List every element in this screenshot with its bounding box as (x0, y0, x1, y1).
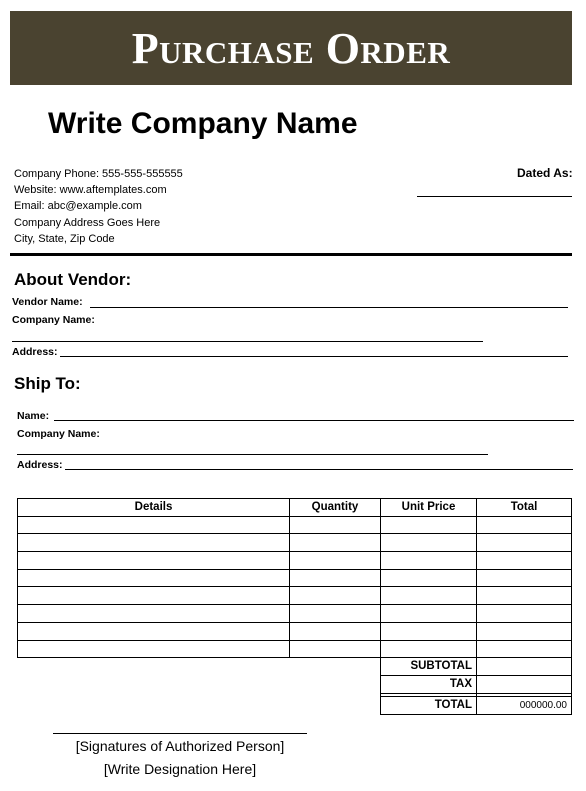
dated-field[interactable] (417, 196, 572, 197)
ship-address-field[interactable] (65, 469, 573, 470)
title-banner (10, 11, 572, 85)
vendor-company-label: Company Name: (12, 314, 95, 326)
signature-line[interactable] (53, 733, 307, 734)
ship-to-heading: Ship To: (14, 374, 81, 393)
column-header-unit-price: Unit Price (381, 499, 477, 517)
table-cell[interactable] (381, 534, 477, 552)
table-cell[interactable] (477, 552, 572, 570)
company-info (14, 166, 183, 247)
vendor-address-field[interactable] (60, 356, 568, 357)
table-cell[interactable] (290, 640, 381, 658)
table-cell[interactable] (381, 516, 477, 534)
table-cell[interactable] (290, 516, 381, 534)
vendor-address-label: Address: (12, 346, 58, 358)
table-cell[interactable] (290, 622, 381, 640)
table-cell[interactable] (477, 622, 572, 640)
table-row (18, 587, 572, 605)
table-cell[interactable] (290, 587, 381, 605)
table-cell[interactable] (18, 534, 290, 552)
table-cell[interactable] (18, 569, 290, 587)
table-row (18, 569, 572, 587)
table-cell[interactable] (290, 552, 381, 570)
company-address: Company Address Goes Here (14, 216, 161, 229)
table-cell[interactable] (381, 605, 477, 623)
table-cell[interactable] (18, 516, 290, 534)
table-cell[interactable] (18, 587, 290, 605)
vendor-name-label: Vendor Name: (12, 296, 83, 308)
table-cell[interactable] (18, 552, 290, 570)
tax-value[interactable] (477, 675, 572, 693)
header-divider (10, 253, 572, 256)
ship-name-field[interactable] (54, 420, 574, 421)
dated-label: Dated As: (517, 166, 573, 180)
ship-address-label: Address: (17, 459, 63, 471)
vendor-company-field[interactable] (12, 341, 483, 342)
table-cell[interactable] (381, 552, 477, 570)
vendor-heading: About Vendor: (14, 270, 132, 289)
table-cell[interactable] (381, 622, 477, 640)
subtotal-row (381, 657, 572, 675)
table-cell[interactable] (18, 605, 290, 623)
table-cell[interactable] (477, 569, 572, 587)
column-header-quantity: Quantity (290, 499, 381, 517)
table-cell[interactable] (290, 534, 381, 552)
table-row (18, 640, 572, 658)
column-header-details: Details (18, 499, 290, 517)
table-cell[interactable] (477, 587, 572, 605)
total-value[interactable]: 000000.00 (477, 696, 572, 714)
table-row (18, 622, 572, 640)
table-cell[interactable] (477, 516, 572, 534)
company-name: Write Company Name (48, 107, 358, 140)
tax-label: TAX (381, 675, 477, 693)
total-row (381, 696, 572, 714)
summary-table (380, 657, 572, 715)
column-header-total: Total (477, 499, 572, 517)
ship-name-label: Name: (17, 410, 50, 422)
company-city: City, State, Zip Code (14, 232, 115, 245)
table-cell[interactable] (381, 640, 477, 658)
ship-company-label: Company Name: (17, 428, 100, 440)
subtotal-value[interactable] (477, 657, 572, 675)
table-row (18, 605, 572, 623)
items-table (17, 498, 572, 658)
table-cell[interactable] (381, 587, 477, 605)
vendor-name-field[interactable] (90, 307, 568, 308)
ship-company-field[interactable] (17, 454, 488, 455)
table-header-row (18, 499, 572, 517)
table-cell[interactable] (477, 640, 572, 658)
company-email: Email: abc@example.com (14, 200, 142, 213)
table-cell[interactable] (290, 569, 381, 587)
company-phone: Company Phone: 555-555-555555 (14, 168, 183, 180)
company-website: Website: www.aftemplates.com (14, 184, 167, 197)
table-row (18, 552, 572, 570)
table-cell[interactable] (381, 569, 477, 587)
page-title: Purchase Order (131, 23, 451, 73)
table-cell[interactable] (290, 605, 381, 623)
total-label: TOTAL (381, 696, 477, 714)
table-row (18, 534, 572, 552)
table-cell[interactable] (18, 640, 290, 658)
table-row (18, 516, 572, 534)
table-cell[interactable] (477, 605, 572, 623)
tax-row (381, 675, 572, 693)
table-cell[interactable] (477, 534, 572, 552)
subtotal-label: SUBTOTAL (381, 657, 477, 675)
designation-caption: [Write Designation Here] (103, 761, 257, 777)
signature-caption: [Signatures of Authorized Person] (75, 738, 285, 754)
table-cell[interactable] (18, 622, 290, 640)
